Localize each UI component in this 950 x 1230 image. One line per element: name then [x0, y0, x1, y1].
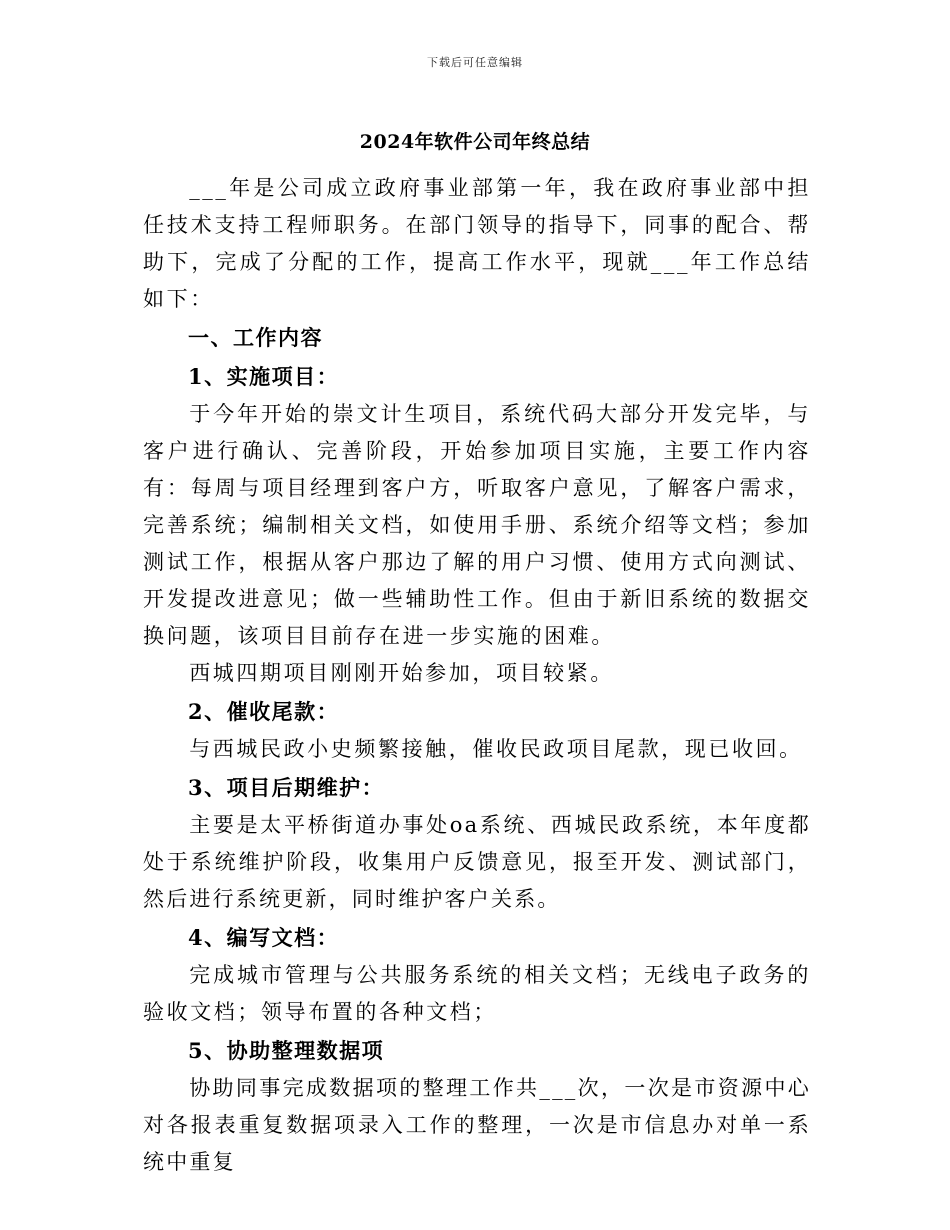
implementation-paragraph: 于今年开始的崇文计生项目，系统代码大部分开发完毕，与客户进行确认、完善阶段，开始参加项目实施，主要工作内容有：每周与项目经理到客户方，听取客户意见，了解客户需求，完善系统；编制相关文档，如使用手册、系统介绍等文档；参加测试工作，根据从客户那边了解的用户习惯、使用方式向测试、开发提改进意见；做一些辅助性工作。但由于新旧系统的数据交换问题，该项目目前存在进一步实施的困难。: [143, 402, 811, 648]
item-heading-implementation: 1、实施项目：: [188, 364, 340, 389]
section-heading-work-content: 一、工作内容: [188, 325, 323, 350]
intro-paragraph: ___年是公司成立政府事业部第一年，我在政府事业部中担任技术支持工程师职务。在部门领导的指导下，同事的配合、帮助下，完成了分配的工作，提高工作水平，现就___年工作总结如下：: [143, 176, 811, 311]
xicheng-project-paragraph: 西城四期项目刚刚开始参加，项目较紧。: [189, 661, 614, 685]
payment-collection-paragraph: 与西城民政小史频繁接触，催收民政项目尾款，现已收回。: [189, 737, 803, 761]
documentation-paragraph: 完成城市管理与公共服务系统的相关文档；无线电子政务的验收文档；领导布置的各种文档；: [143, 963, 811, 1024]
document-body: [143, 170, 811, 1181]
item-heading-data-items: 5、协助整理数据项: [188, 1038, 385, 1063]
document-title: 2024年软件公司年终总结: [359, 131, 591, 153]
maintenance-paragraph: 主要是太平桥街道办事处oa系统、西城民政系统，本年度都处于系统维护阶段，收集用户反馈意见，报至开发、测试部门，然后进行系统更新，同时维护客户关系。: [143, 813, 811, 911]
page-header-note: 下载后可任意编辑: [427, 56, 523, 69]
item-heading-documentation: 4、编写文档：: [188, 925, 340, 950]
item-heading-maintenance: 3、项目后期维护：: [188, 775, 385, 800]
item-heading-payment-collection: 2、催收尾款：: [188, 699, 340, 724]
data-items-paragraph: 协助同事完成数据项的整理工作共___次，一次是市资源中心对各报表重复数据项录入工作的整理，一次是市信息办对单一系统中重复: [143, 1076, 811, 1174]
